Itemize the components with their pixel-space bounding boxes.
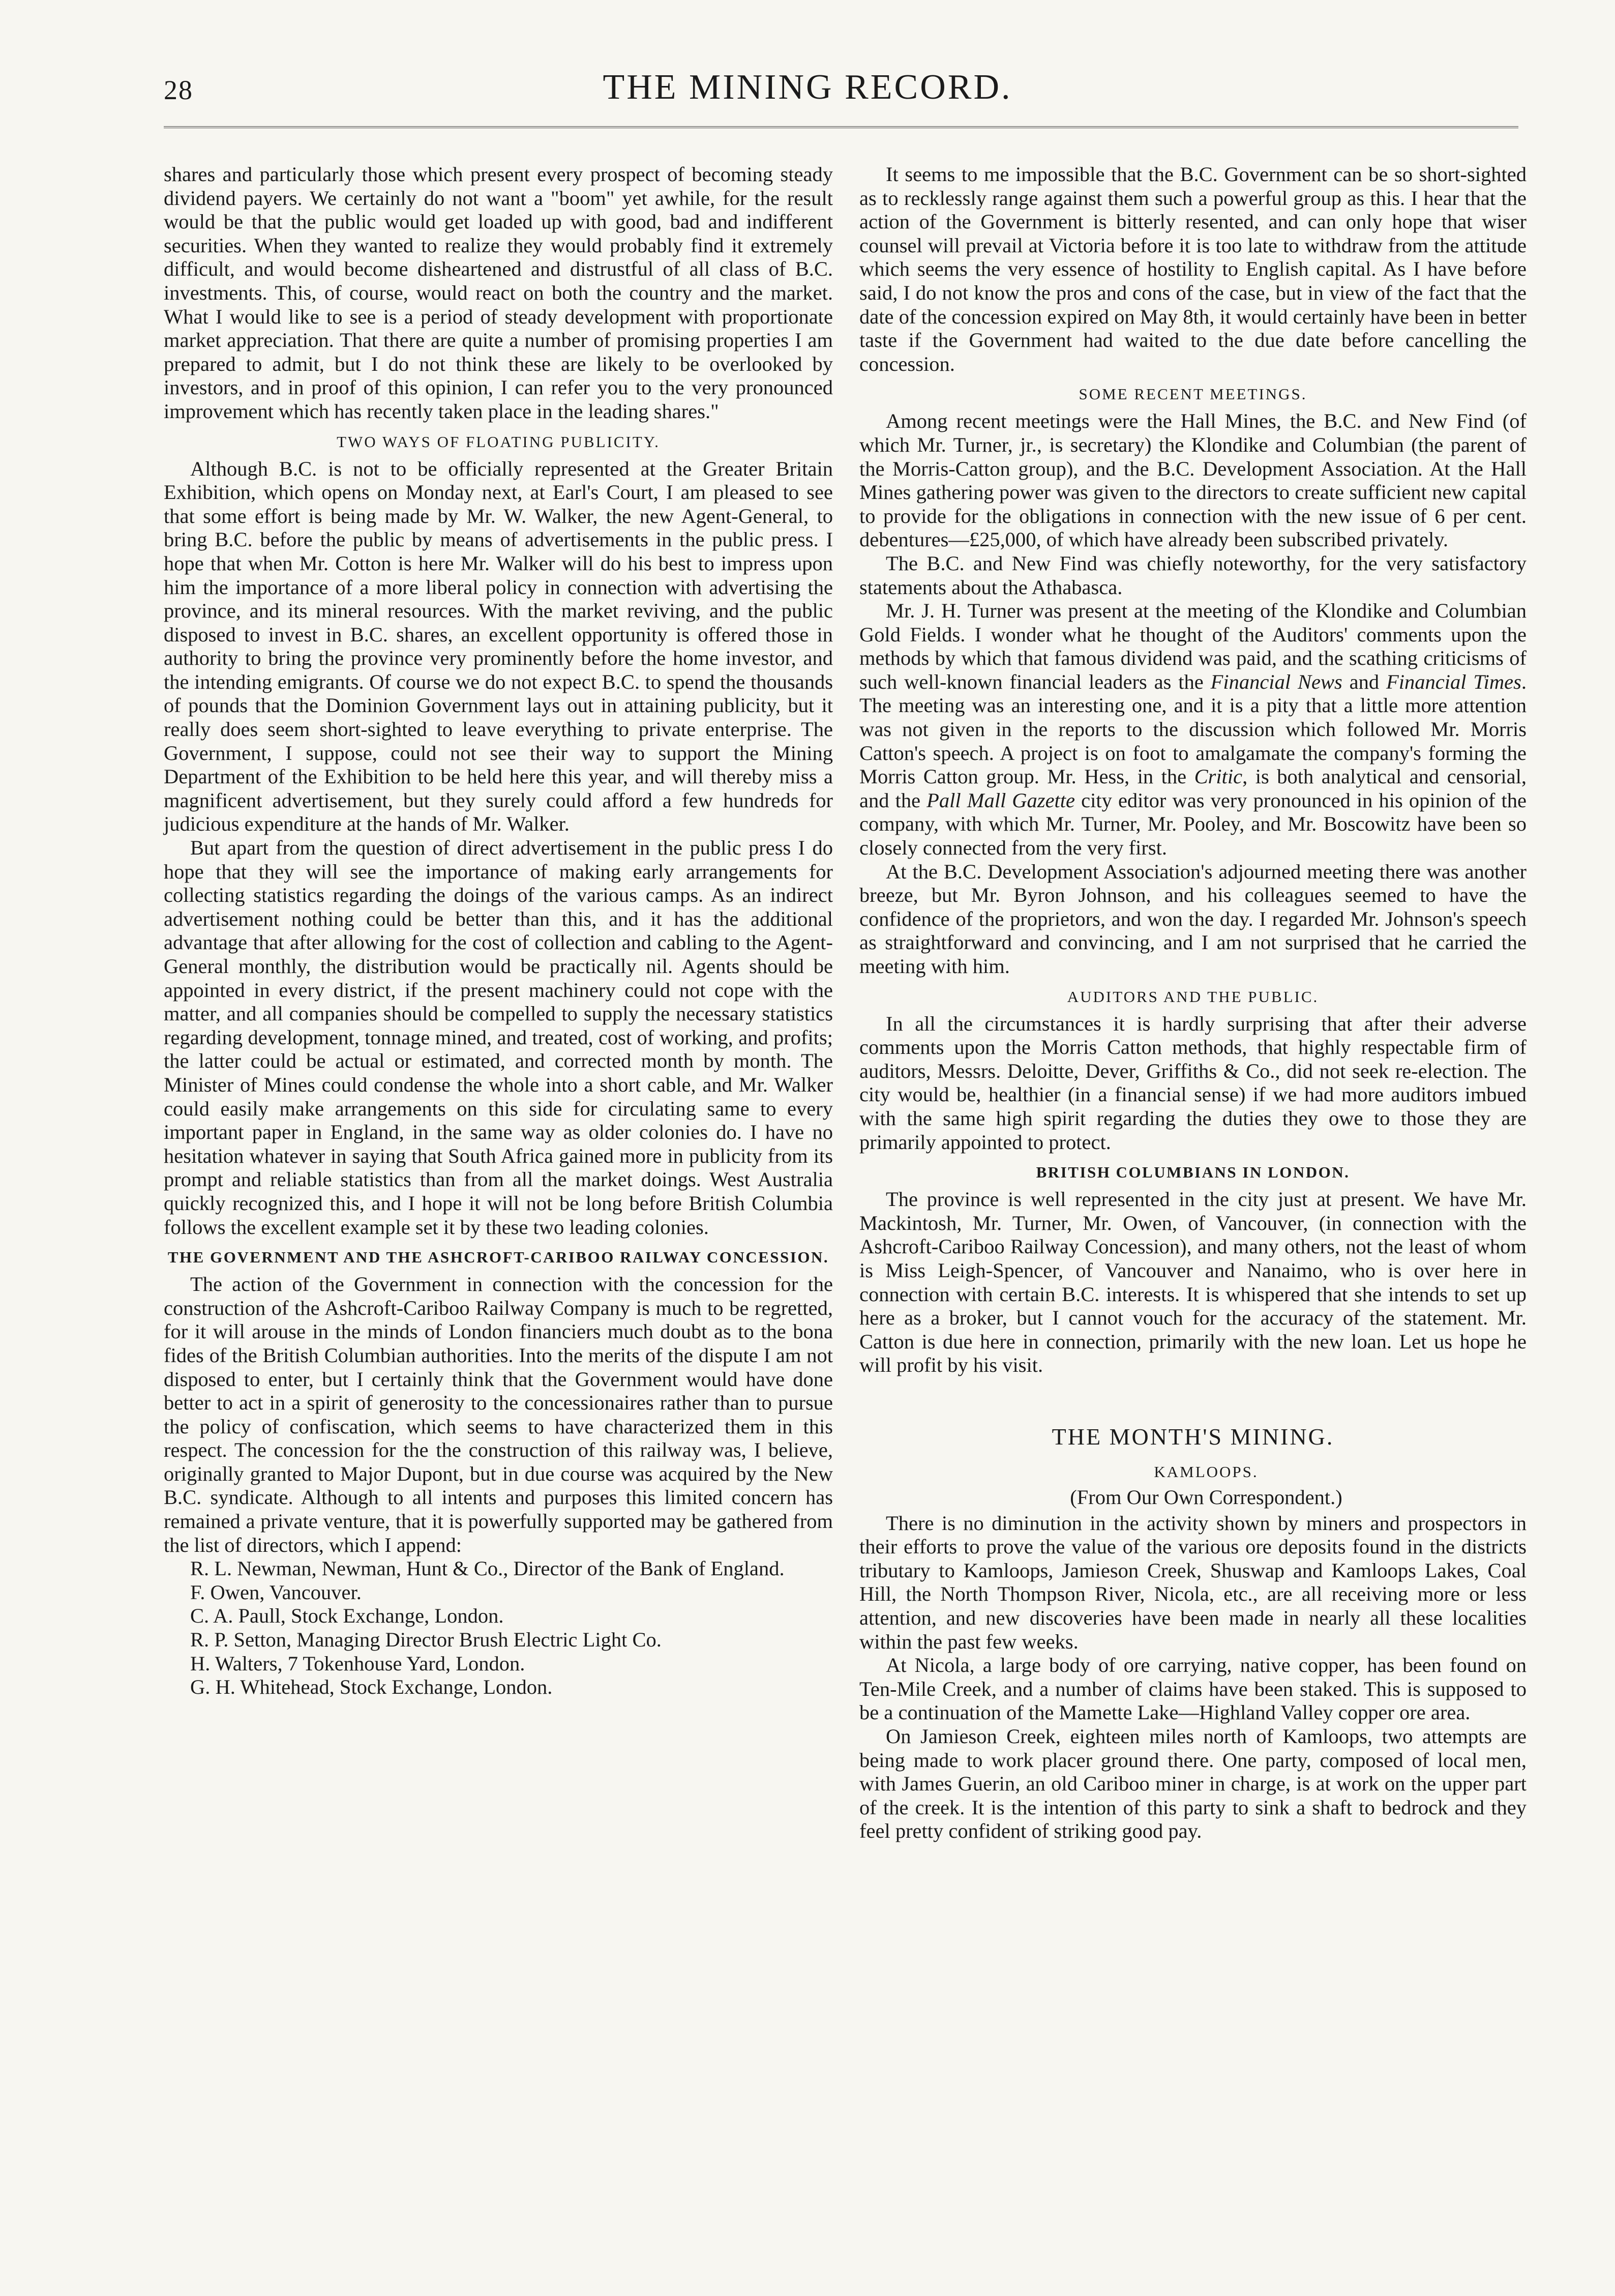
paragraph-publicity-exhibition: Although B.C. is not to be officially represented at the Greater Britain Exhibition, which opens on Monday next, at Earl's Court, I am pleased to see that some effort is being made by Mr. W. Walker, the new Agent-General, to bring B.C. before the public by means of advertisements in the public press. I hope that when Mr. Cotton is here Mr. Walker will do his best to impress upon him the importance of a more liberal policy in connection with advertising the province, and its mineral resources. With the market reviving, and the public disposed to invest in B.C. shares, an excellent opportunity is offered those in authority to bring the province very prominently before the home investor, and the intending emigrants. Of course we do not expect B.C. to spend the thousands of pounds that the Dominion Government lays out in attaining publicity, but it really does seem short-sighted to leave everything to private enterprise. The Government, I suppose, could not see their way to support the Mining Department of the Exhibition to be held here this year, and will thereby miss a magnificent advertisement, but they surely could afford a few hundreds for judicious expenditure at the hands of Mr. Walker.	[164, 457, 833, 836]
directors-list	[164, 1557, 833, 1699]
heading-british-columbians: BRITISH COLUMBIANS IN LONDON.	[1036, 1163, 1350, 1182]
director-entry: C. A. Paull, Stock Exchange, London.	[190, 1604, 504, 1628]
left-column	[164, 163, 833, 1699]
running-head-title: THE MINING RECORD.	[603, 68, 1012, 107]
heading-recent-meetings: SOME RECENT MEETINGS.	[1079, 385, 1307, 403]
heading-floating-publicity: TWO WAYS OF FLOATING PUBLICITY.	[337, 432, 660, 451]
subheading-kamloops: KAMLOOPS.	[1154, 1462, 1259, 1481]
paragraph-shares-intro: shares and particularly those which present every prospect of becoming steady dividend payers. We certainly do not want a "boom" yet awhile, for the result would be that the public would get loaded up with good, bad and indifferent securities. When they wanted to realize they would probably find it extremely difficult, and would become disheartened and distrustful of all class of B.C. investments. This, of course, would react on both the country and the market. What I would like to see is a period of steady development with proportionate market appreciation. That there are quite a number of promising properties I am prepared to admit, but I do not think these are likely to be overlooked by investors, and in proof of this opinion, I can refer you to the very pronounced improvement which has recently taken place in the leading shares."	[164, 163, 833, 423]
director-entry: H. Walters, 7 Tokenhouse Yard, London.	[190, 1652, 525, 1675]
text-run: , is both analytical and censorial, and the	[859, 765, 1527, 812]
text-run: city editor was very pronounced in his opinion of the company, with which Mr. Turner, Mr. Pooley, and Mr. Boscowitz have been so closely connected from the very first.	[859, 788, 1527, 860]
publication-name: Financial Times	[1386, 670, 1521, 693]
paragraph-mining-jamieson: On Jamieson Creek, eighteen miles north of Kamloops, two attempts are being made to work placer ground there. One party, composed of local men, with James Guerin, an old Cariboo miner in charge, is at work on the upper part of the creek. It is the intention of this party to sink a shaft to bedrock and they feel pretty confident of striking good pay.	[859, 1725, 1527, 1843]
heading-railway-concession: THE GOVERNMENT AND THE ASHCROFT-CARIBOO RAILWAY CONCESSION.	[167, 1248, 829, 1267]
right-column	[859, 163, 1527, 1843]
heading-months-mining: THE MONTH'S MINING.	[1052, 1423, 1334, 1450]
text-run: . The meeting was an interesting one, and it is a pity that a little more attention was not given in the reports to the discussion which followed Mr. Morris Catton's speech. A project is on foot to amalgamate the company's forming the Morris Catton group. Mr. Hess, in the	[859, 670, 1527, 788]
director-entry: F. Owen, Vancouver.	[190, 1580, 362, 1604]
header-rule	[164, 126, 1518, 128]
paragraph-government-shortsighted: It seems to me impossible that the B.C. Government can be so short-sighted as to recklessly range against them such a powerful group as this. I hear that the action of the Government is bitterly resented, and can only hope that wiser counsel will prevail at Victoria before it is too late to withdraw from the attitude which seems the very essence of hostility to English capital. As I have before said, I do not know the pros and cons of the case, but in view of the fact that the date of the concession expired on May 8th, it would certainly have been in better taste if the Government had waited to the due date before cancelling the concession.	[859, 163, 1527, 375]
heading-auditors-public: AUDITORS AND THE PUBLIC.	[1067, 987, 1319, 1006]
publication-name: Pall Mall Gazette	[926, 788, 1075, 812]
paragraph-meetings-new-find: The B.C. and New Find was chiefly noteworthy, for the very satisfactory statements about the Athabasca.	[859, 551, 1527, 599]
paragraph-british-columbians: The province is well represented in the city just at present. We have Mr. Mackintosh, Mr. Turner, Mr. Owen, of Vancouver, (in connection with the Ashcroft-Cariboo Railway Concession), and many others, not the least of whom is Miss Leigh-Spencer, of Vancouver and Nanaimo, who is over here in connection with certain B.C. interests. It is whispered that she intends to set up here as a broker, but I cannot vouch for the accuracy of the statement. Mr. Catton is due here in connection, primarily with the new loan. Let us hope he will profit by his visit.	[859, 1188, 1527, 1377]
paragraph-railway-concession: The action of the Government in connection with the concession for the construction of the Ashcroft-Cariboo Railway Company is much to be regretted, for it will arouse in the minds of London financiers much doubt as to the bona fides of the British Columbian authorities. Into the merits of the dispute I am not disposed to enter, but I certainly think that the Government would have done better to act in a spirit of generosity to the concessionaires rather than to pursue the policy of confiscation, which seems to have characterized them in this respect. The concession for the the construction of this railway was, I believe, originally granted to Major Dupont, but in due course was acquired by the New B.C. syndicate. Although to all intents and purposes this limited concern has remained a private venture, that it is powerfully supported may be gathered from the list of directors, which I append:	[164, 1273, 833, 1556]
paragraph-meetings-hall-mines: Among recent meetings were the Hall Mines, the B.C. and New Find (of which Mr. Turner, jr., is secretary) the Klondike and Columbian (the parent of the Morris-Catton group), and the B.C. Development Association. At the Hall Mines gathering power was given to the directors to create sufficient new capital to provide for the obligations in connection with the new issue of 6 per cent. debentures—£25,000, of which have already been subscribed privately.	[859, 409, 1527, 551]
paragraph-meetings-klondike	[859, 599, 1527, 860]
paragraph-meetings-development: At the B.C. Development Association's adjourned meeting there was another breeze, but Mr. Byron Johnson, and his colleagues seemed to have the confidence of the proprietors, and won the day. I regarded Mr. Johnson's speech as straightforward and convincing, and I am not surprised that he carried the meeting with him.	[859, 860, 1527, 978]
publication-name: Financial News	[1210, 670, 1342, 693]
paragraph-mining-nicola: At Nicola, a large body of ore carrying, native copper, has been found on Ten-Mile Creek, and a number of claims have been staked. This is supposed to be a continuation of the Mamette Lake—Highland Valley copper ore area.	[859, 1654, 1527, 1724]
page-number: 28	[164, 75, 193, 105]
publication-name: Critic	[1194, 765, 1243, 788]
director-entry: R. L. Newman, Newman, Hunt & Co., Director of the Bank of England.	[190, 1557, 785, 1580]
subheading-correspondent: (From Our Own Correspondent.)	[1070, 1486, 1342, 1509]
text-run: Mr. J. H. Turner was present at the meeting of the Klondike and Columbian Gold Fields. I wonder what he thought of the Auditors' comments upon the methods by which that famous dividend was paid, and the scathing criticisms of such well-known financial leaders as the	[859, 599, 1527, 693]
director-entry: R. P. Setton, Managing Director Brush Electric Light Co.	[190, 1628, 662, 1652]
paragraph-publicity-statistics: But apart from the question of direct advertisement in the public press I do hope that they will see the importance of making early arrangements for collecting statistics regarding the doings of the various camps. As an indirect advertisement nothing could be better than this, and it has the additional advantage that after allowing for the cost of collection and cabling to the Agent-General monthly, the distribution would be practically nil. Agents should be appointed in every district, if the present machinery could not cope with the matter, and all companies should be compelled to supply the necessary statistics regarding development, tonnage mined, and treated, cost of working, and profits; the latter could be actual or estimated, and corrected month by month. The Minister of Mines could condense the whole into a short cable, and Mr. Walker could easily make arrangements on this side for circulating same to every important paper in England, in the same way as older colonies do. I have no hesitation whatever in saying that South Africa gained more in publicity from its prompt and reliable statistics than from all the market doings. West Australia quickly recognized this, and I hope it will not be long before British Columbia follows the excellent example set it by these two leading colonies.	[164, 836, 833, 1239]
director-entry: G. H. Whitehead, Stock Exchange, London.	[190, 1675, 553, 1699]
paragraph-auditors: In all the circumstances it is hardly surprising that after their adverse comments upon the Morris Catton methods, that highly respectable firm of auditors, Messrs. Deloitte, Dever, Griffiths & Co., did not seek re-election. The city would be, healthier (in a financial sense) if we had more auditors imbued with the same high spirit regarding the duties they owe to those they are primarily appointed to protect.	[859, 1012, 1527, 1154]
text-run: and	[1342, 670, 1386, 693]
paragraph-mining-activity: There is no diminution in the activity shown by miners and prospectors in their efforts to prove the value of the various ore deposits found in the districts tributary to Kamloops, Jamieson Creek, Shuswap and Kamloops Lakes, Coal Hill, the North Thompson River, Nicola, etc., are all receiving more or less attention, and new discoveries have been made in nearly all these localities within the past few weeks.	[859, 1511, 1527, 1653]
